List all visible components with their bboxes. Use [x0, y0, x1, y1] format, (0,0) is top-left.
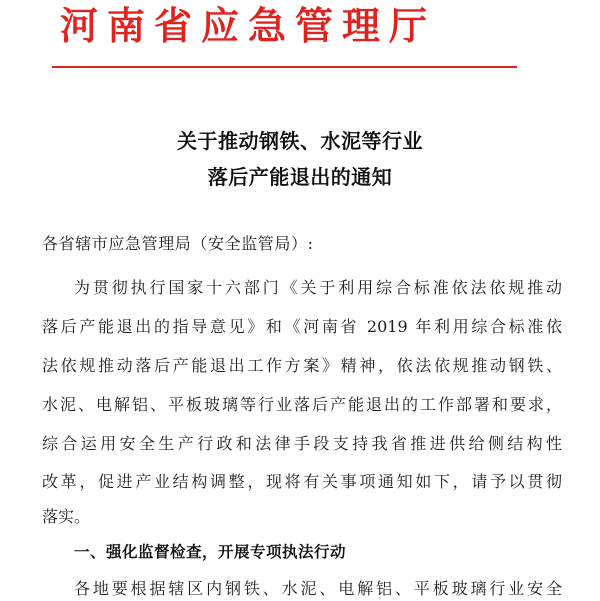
paragraph-1-line-6: 改革，促进产业结构调整，现将有关事项通知如下，请予以贯彻: [42, 472, 562, 491]
paragraph-1-line-3: 法依规推动落后产能退出工作方案》精神，依法依规推动钢铁、: [42, 356, 562, 375]
paragraph-1-line-7: 落实。: [42, 507, 91, 526]
paragraph-1-line-2: 落后产能退出的指导意见》和《河南省 2019 年利用综合标准依: [42, 317, 562, 336]
document-title-line-1: 关于推动钢铁、水泥等行业: [177, 129, 423, 153]
section-1-line-1: 各地要根据辖区内钢铁、水泥、电解铝、平板玻璃行业安全: [74, 579, 562, 598]
paragraph-1-line-4: 水泥、电解铝、平板玻璃等行业落后产能退出的工作部署和要求，: [42, 395, 562, 414]
paragraph-1-line-1: 为贯彻执行国家十六部门《关于利用综合标准依法依规推动: [74, 278, 562, 297]
agency-letterhead-title: 河南省应急管理厅: [60, 3, 437, 48]
paragraph-1-line-5: 综合运用安全生产行政和法律手段支持我省推进供给侧结构性: [42, 434, 562, 453]
section-1-heading: 一、强化监督检查，开展专项执法行动: [74, 543, 347, 561]
letterhead-red-rule: [52, 66, 517, 68]
document-title-line-2: 落后产能退出的通知: [207, 165, 393, 189]
salutation: 各省辖市应急管理局（安全监管局）:: [42, 234, 314, 253]
